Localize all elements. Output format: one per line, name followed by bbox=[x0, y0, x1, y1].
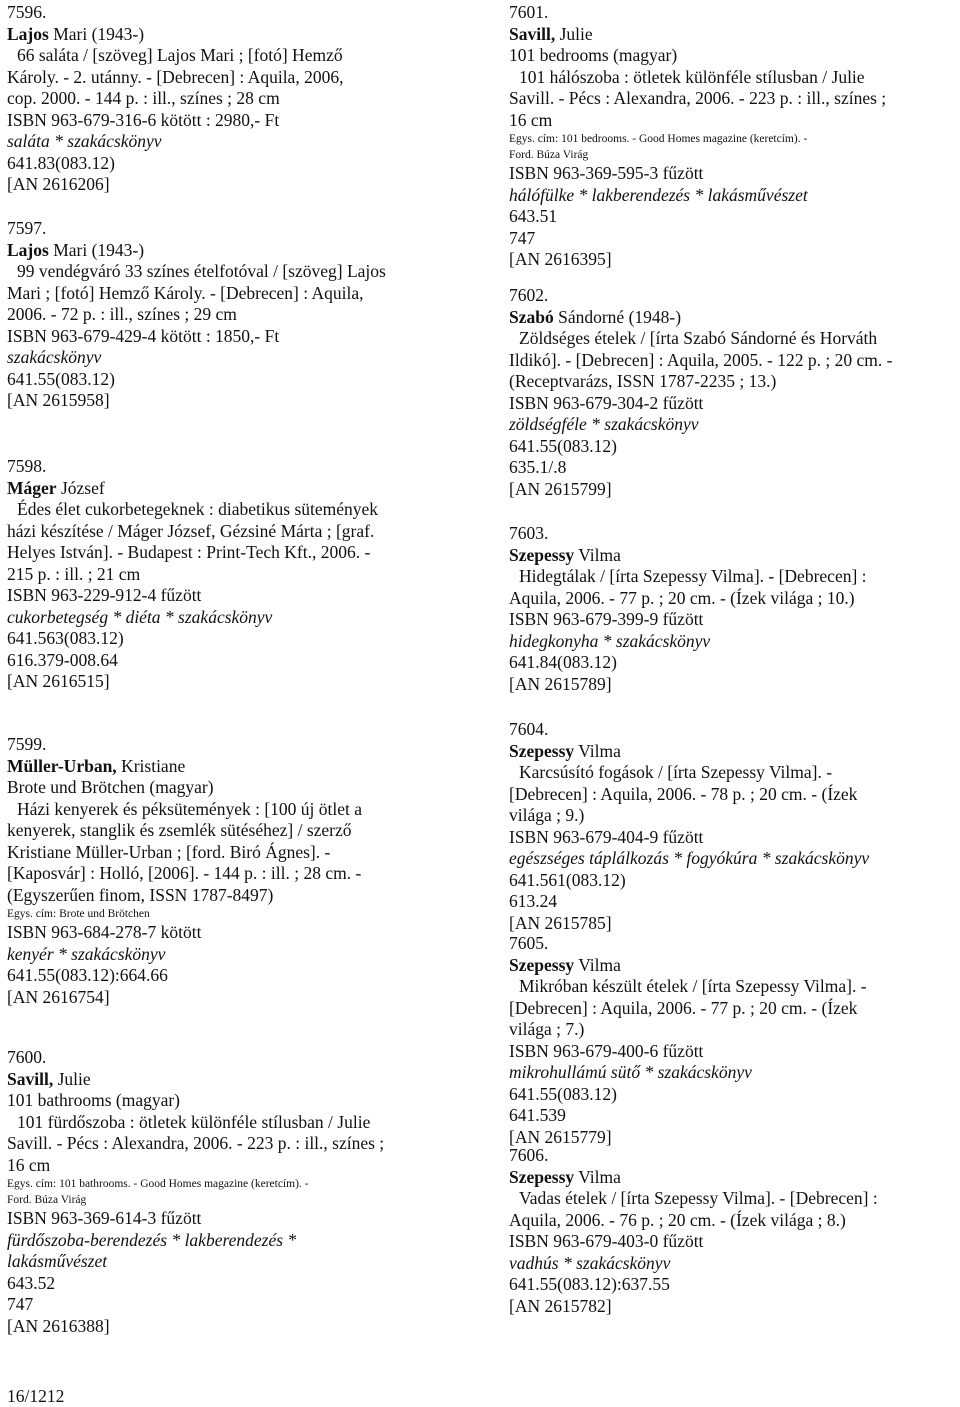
description-line: 16 cm bbox=[7, 1154, 51, 1175]
entry-7605 bbox=[509, 933, 960, 1148]
subject-line: egészséges táplálkozás * fogyókúra * szakácskönyv bbox=[509, 848, 870, 868]
author-forename: Julie bbox=[53, 1068, 91, 1089]
author-forename: Mari (1943-) bbox=[48, 23, 145, 44]
uniform-title: 101 bedrooms (magyar) bbox=[509, 45, 678, 65]
class-number: 641.55(083.12) bbox=[509, 1083, 617, 1104]
description-line: kenyerek, stanglik és zsemlék sütéséhez] / szerző bbox=[7, 820, 352, 840]
description-line: Ildikó]. - [Debrecen] : Aquila, 2005. - 122 p. ; 20 cm. - bbox=[509, 349, 893, 370]
isbn-line: ISBN 963-679-429-4 kötött : 1850,- Ft bbox=[7, 325, 280, 346]
isbn-line: ISBN 963-229-912-4 fűzött bbox=[7, 585, 202, 605]
description-line: Kristiane Müller-Urban ; [ford. Biró Ágnes]. - bbox=[7, 841, 331, 862]
entry-author bbox=[509, 24, 960, 46]
author-surname: Szepessy bbox=[509, 544, 575, 565]
entry-number: 7601. bbox=[509, 2, 549, 22]
entry-author bbox=[7, 1069, 462, 1091]
title-line: 101 hálószoba : ötletek különféle stílusban / Julie bbox=[519, 66, 865, 87]
entry-author bbox=[7, 756, 462, 778]
title-line: Édes élet cukorbetegeknek : diabetikus sütemények bbox=[17, 499, 379, 519]
description-line: Helyes István]. - Budapest : Print-Tech Kft., 2006. - bbox=[7, 542, 371, 562]
author-forename: József bbox=[56, 477, 105, 498]
entry-7599 bbox=[7, 734, 462, 1008]
entry-7596 bbox=[7, 2, 462, 196]
class-number: 641.83(083.12) bbox=[7, 152, 115, 173]
entry-author bbox=[7, 240, 462, 262]
subject-line: mikrohullámú sütő * szakácskönyv bbox=[509, 1062, 752, 1082]
an-number: [AN 2616754] bbox=[7, 986, 110, 1007]
author-surname: Lajos bbox=[7, 23, 49, 44]
title-line: Mikróban készült ételek / [írta Szepessy Vilma]. - bbox=[519, 976, 867, 996]
subject-line: szakácskönyv bbox=[7, 347, 102, 367]
class-number: 641.55(083.12) bbox=[509, 435, 617, 456]
description-line: 2006. - 72 p. : ill., színes ; 29 cm bbox=[7, 304, 237, 324]
class-number: 641.55(083.12) bbox=[7, 368, 115, 389]
isbn-line: ISBN 963-369-614-3 fűzött bbox=[7, 1208, 202, 1228]
author-surname: Máger bbox=[7, 477, 57, 498]
class-number: 643.52 bbox=[7, 1272, 56, 1293]
subject-line: hidegkonyha * szakácskönyv bbox=[509, 630, 711, 651]
entry-number: 7600. bbox=[7, 1047, 47, 1067]
entry-number: 7596. bbox=[7, 2, 47, 22]
description-line: Mari ; [fotó] Hemző Károly. - [Debrecen] : Aquila, bbox=[7, 282, 364, 303]
class-number: 641.539 bbox=[509, 1105, 566, 1125]
title-line: Karcsúsító fogások / [írta Szepessy Vilma]. - bbox=[519, 762, 833, 782]
description-line: Aquila, 2006. - 76 p. ; 20 cm. - (Ízek világa ; 8.) bbox=[509, 1209, 846, 1230]
note-line: Egys. cím: 101 bathrooms. - Good Homes magazine (keretcím). - bbox=[7, 1178, 309, 1190]
entry-number: 7606. bbox=[509, 1145, 549, 1165]
class-number: 747 bbox=[509, 227, 536, 248]
author-forename: Vilma bbox=[574, 954, 621, 975]
class-number: 641.84(083.12) bbox=[509, 652, 617, 672]
title-line: Házi kenyerek és péksütemények : [100 új ötlet a bbox=[17, 798, 363, 819]
author-surname: Savill, bbox=[7, 1068, 54, 1089]
author-forename: Sándorné (1948-) bbox=[553, 306, 682, 327]
isbn-line: ISBN 963-369-595-3 fűzött bbox=[509, 163, 704, 183]
entry-number: 7598. bbox=[7, 456, 47, 476]
author-surname: Szabó bbox=[509, 306, 554, 327]
entry-7606 bbox=[509, 1145, 960, 1317]
entry-author bbox=[509, 545, 960, 567]
an-number: [AN 2615958] bbox=[7, 390, 110, 410]
an-number: [AN 2615789] bbox=[509, 673, 612, 694]
author-surname: Szepessy bbox=[509, 954, 575, 975]
class-number: 643.51 bbox=[509, 206, 558, 226]
class-number: 641.563(083.12) bbox=[7, 628, 124, 648]
isbn-line: ISBN 963-679-404-9 fűzött bbox=[509, 826, 704, 847]
isbn-line: ISBN 963-679-316-6 kötött : 2980,- Ft bbox=[7, 109, 280, 130]
entry-number: 7597. bbox=[7, 218, 47, 238]
note-line: Ford. Búza Virág bbox=[7, 1194, 87, 1206]
isbn-line: ISBN 963-679-403-0 fűzött bbox=[509, 1231, 704, 1251]
subject-line: hálófülke * lakberendezés * lakásművészet bbox=[509, 184, 808, 205]
author-forename: Vilma bbox=[574, 740, 621, 761]
subject-line: saláta * szakácskönyv bbox=[7, 131, 162, 151]
page-number: 16/1212 bbox=[7, 1386, 65, 1406]
entry-number: 7602. bbox=[509, 285, 549, 305]
author-surname: Savill, bbox=[509, 23, 556, 44]
entry-7598 bbox=[7, 456, 462, 693]
entry-number: 7604. bbox=[509, 719, 549, 739]
author-forename: Vilma bbox=[574, 544, 621, 565]
author-surname: Szepessy bbox=[509, 1166, 575, 1187]
entry-author bbox=[509, 955, 960, 977]
description-line: Savill. - Pécs : Alexandra, 2006. - 223 p. : ill., színes ; bbox=[509, 88, 887, 108]
entry-7601 bbox=[509, 2, 960, 271]
entry-7602 bbox=[509, 285, 960, 500]
subject-line: zöldségféle * szakácskönyv bbox=[509, 414, 699, 434]
uniform-title: Brote und Brötchen (magyar) bbox=[7, 777, 214, 797]
author-forename: Vilma bbox=[574, 1166, 621, 1187]
title-line: Hidegtálak / [írta Szepessy Vilma]. - [Debrecen] : bbox=[519, 566, 867, 586]
description-line: Károly. - 2. utánny. - [Debrecen] : Aquila, 2006, bbox=[7, 66, 344, 87]
description-line: [Kaposvár] : Holló, [2006]. - 144 p. : ill. ; 28 cm. - bbox=[7, 863, 362, 883]
description-line: házi készítése / Máger József, Gézsiné Márta ; [graf. bbox=[7, 520, 375, 541]
isbn-line: ISBN 963-684-278-7 kötött bbox=[7, 922, 202, 942]
an-number: [AN 2616395] bbox=[509, 249, 612, 269]
an-number: [AN 2616515] bbox=[7, 671, 110, 691]
entry-7604 bbox=[509, 719, 960, 934]
entry-author bbox=[509, 307, 960, 329]
author-forename: Julie bbox=[555, 23, 593, 44]
note-line: Egys. cím: 101 bedrooms. - Good Homes magazine (keretcím). - bbox=[509, 133, 808, 145]
entry-7603 bbox=[509, 523, 960, 695]
title-line: Zöldséges ételek / [írta Szabó Sándorné és Horváth bbox=[519, 328, 878, 348]
title-line: 101 fürdőszoba : ötletek különféle stílusban / Julie bbox=[17, 1111, 371, 1132]
entry-number: 7605. bbox=[509, 933, 549, 953]
class-number: 635.1/.8 bbox=[509, 457, 567, 477]
entry-author bbox=[7, 478, 462, 500]
subject-line: kenyér * szakácskönyv bbox=[7, 943, 166, 964]
description-line: Aquila, 2006. - 77 p. ; 20 cm. - (Ízek világa ; 10.) bbox=[509, 587, 855, 608]
description-line: 215 p. : ill. ; 21 cm bbox=[7, 563, 141, 584]
entry-number: 7603. bbox=[509, 523, 549, 543]
description-line: világa ; 7.) bbox=[509, 1019, 585, 1039]
subject-line: vadhús * szakácskönyv bbox=[509, 1252, 671, 1273]
description-line: (Egyszerűen finom, ISSN 1787-8497) bbox=[7, 884, 274, 905]
class-number: 747 bbox=[7, 1294, 34, 1314]
title-line: Vadas ételek / [írta Szepessy Vilma]. - [Debrecen] : bbox=[519, 1188, 878, 1208]
an-number: [AN 2615785] bbox=[509, 912, 612, 933]
class-number: 613.24 bbox=[509, 891, 558, 911]
note-line: Egys. cím: Brote und Brötchen bbox=[7, 908, 150, 920]
description-line: 16 cm bbox=[509, 109, 553, 130]
an-number: [AN 2615779] bbox=[509, 1126, 612, 1147]
description-line: [Debrecen] : Aquila, 2006. - 78 p. ; 20 cm. - (Ízek bbox=[509, 783, 858, 804]
author-surname: Szepessy bbox=[509, 740, 575, 761]
description-line: cop. 2000. - 144 p. : ill., színes ; 28 cm bbox=[7, 88, 280, 108]
description-line: [Debrecen] : Aquila, 2006. - 77 p. ; 20 cm. - (Ízek bbox=[509, 997, 858, 1018]
class-number: 641.55(083.12):637.55 bbox=[509, 1274, 670, 1294]
an-number: [AN 2616206] bbox=[7, 174, 110, 194]
title-line: 66 saláta / [szöveg] Lajos Mari ; [fotó] Hemző bbox=[17, 45, 343, 65]
author-surname: Müller-Urban, bbox=[7, 755, 117, 776]
an-number: [AN 2615799] bbox=[509, 478, 612, 499]
description-line: Savill. - Pécs : Alexandra, 2006. - 223 p. : ill., színes ; bbox=[7, 1133, 385, 1153]
entry-author bbox=[7, 24, 462, 46]
author-forename: Mari (1943-) bbox=[48, 239, 145, 260]
note-line: Ford. Búza Virág bbox=[509, 149, 589, 161]
entry-7600 bbox=[7, 1047, 462, 1337]
isbn-line: ISBN 963-679-304-2 fűzött bbox=[509, 392, 704, 413]
class-number: 641.561(083.12) bbox=[509, 869, 626, 890]
description-line: világa ; 9.) bbox=[509, 805, 585, 825]
entry-number: 7599. bbox=[7, 734, 47, 754]
an-number: [AN 2615782] bbox=[509, 1295, 612, 1316]
author-surname: Lajos bbox=[7, 239, 49, 260]
entry-author bbox=[509, 1167, 960, 1189]
isbn-line: ISBN 963-679-400-6 fűzött bbox=[509, 1040, 704, 1061]
class-number: 641.55(083.12):664.66 bbox=[7, 965, 168, 985]
title-line: 99 vendégváró 33 színes ételfotóval / [szöveg] Lajos bbox=[17, 261, 386, 281]
subject-line: lakásművészet bbox=[7, 1251, 108, 1271]
an-number: [AN 2616388] bbox=[7, 1315, 110, 1336]
description-line: (Receptvarázs, ISSN 1787-2235 ; 13.) bbox=[509, 371, 777, 391]
subject-line: fürdőszoba-berendezés * lakberendezés * bbox=[7, 1229, 297, 1250]
entry-author bbox=[509, 741, 960, 763]
isbn-line: ISBN 963-679-399-9 fűzött bbox=[509, 609, 704, 629]
uniform-title: 101 bathrooms (magyar) bbox=[7, 1090, 181, 1110]
author-forename: Kristiane bbox=[116, 755, 186, 776]
entry-7597 bbox=[7, 218, 462, 412]
class-number: 616.379-008.64 bbox=[7, 649, 118, 670]
subject-line: cukorbetegség * diéta * szakácskönyv bbox=[7, 606, 273, 627]
